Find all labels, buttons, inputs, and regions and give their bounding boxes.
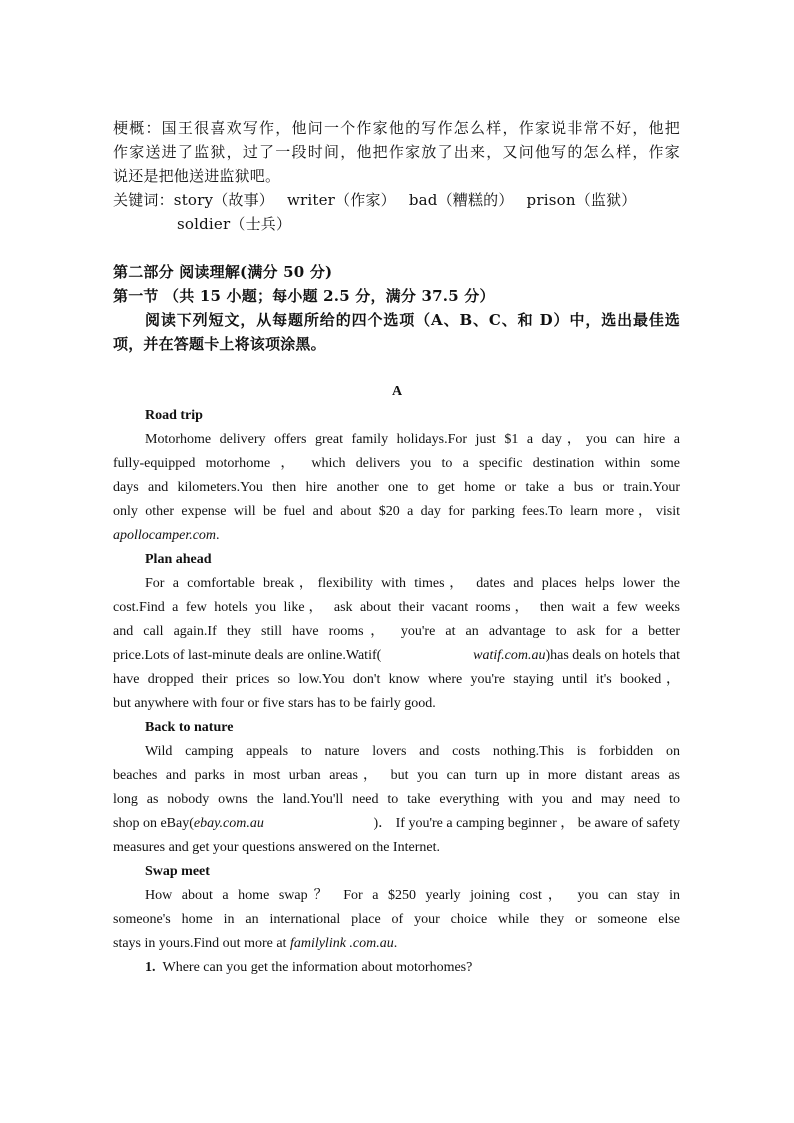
nature-line-4 (113, 812, 680, 836)
question-text: Where can you get the information about motorhomes? (162, 960, 473, 975)
road-trip-line-3: days and kilometers.You then hire another one to get home or take a bus or train.Your (113, 480, 680, 495)
swap-line-3-pre: stays in yours.Find out more at (113, 936, 290, 951)
plan-ahead-line-4 (113, 644, 680, 668)
plan-ahead-line-1: For a comfortable break，flexibility with times， dates and places helps lower the (145, 576, 680, 591)
plan-ahead-line-2: cost.Find a few hotels you like， ask about their vacant rooms， then wait a few weeks (113, 600, 680, 615)
nature-line-4-pre: shop on eBay( (113, 816, 194, 831)
swap-line-1: How about a home swap？ For a $250 yearly joining cost， you can stay in (145, 888, 680, 903)
keywords-line-2: soldier（士兵） (177, 215, 292, 233)
nature-line-2: beaches and parks in most urban areas， but you can turn up in more distant areas as (113, 768, 680, 783)
heading-swap-meet: Swap meet (145, 864, 210, 879)
period: . (393, 936, 398, 951)
subsection-title: 第一节 （共 15 小题；每小题 2.5 分，满分 37.5 分） (113, 287, 495, 305)
instruction-line-1: 阅读下列短文，从每题所给的四个选项（A、B、C、和 D）中，选出最佳选 (145, 311, 680, 329)
road-trip-line-2: fully-equipped motorhome ， which delivers you to a specific destination within some (113, 456, 680, 471)
plan-ahead-line-4-post: )has deals on hotels that (545, 648, 680, 663)
instruction-line-2: 项，并在答题卡上将该项涂黑。 (113, 335, 326, 353)
road-trip-line-4: only other expense will be fuel and about $20 a day for parking fees.To learn more，visit (113, 504, 680, 519)
road-trip-line-1: Motorhome delivery offers great family holidays.For just $1 a day，you can hire a (145, 432, 680, 447)
swap-line-2: someone's home in an international place of your choice while they or someone else (113, 912, 680, 927)
heading-back-to-nature: Back to nature (145, 720, 234, 735)
plan-ahead-line-4-pre: price.Lots of last-minute deals are online.Watif( (113, 648, 382, 663)
road-trip-line-5 (113, 524, 220, 548)
summary-line-3: 说还是把他送进监狱吧。 (113, 167, 281, 185)
heading-road-trip: Road trip (145, 408, 203, 423)
plan-ahead-line-5: have dropped their prices so low.You don't know where you're staying until it's booked， (113, 672, 680, 687)
part-title: 第二部分 阅读理解(满分 50 分) (113, 263, 333, 281)
nature-line-3: long as nobody owns the land.You'll need to take everything with you and may need to (113, 792, 680, 807)
question-number: 1. (145, 960, 156, 975)
question-1 (145, 956, 472, 980)
nature-line-5: measures and get your questions answered on the Internet. (113, 840, 440, 855)
heading-plan-ahead: Plan ahead (145, 552, 212, 567)
summary-line-1: 梗概：国王很喜欢写作，他问一个作家他的写作怎么样，作家说非常不好，他把 (113, 119, 680, 137)
nature-line-4-post: )． If you're a camping beginner ， be aware of safety (373, 816, 680, 831)
ebay-link[interactable]: ebay.com.au (193, 816, 264, 831)
plan-ahead-line-3: and call again.If they still have rooms， you're at an advantage to ask for a better (113, 624, 680, 639)
keywords-line-1: 关键词：story（故事） writer（作家） bad（糟糕的） prison（监狱） (113, 191, 637, 209)
summary-line-2: 作家送进了监狱，过了一段时间，他把作家放了出来，又问他写的怎么样，作家 (113, 143, 680, 161)
passage-letter: A (391, 384, 403, 399)
nature-line-1: Wild camping appeals to nature lovers and costs nothing.This is forbidden on (145, 744, 680, 759)
watif-link[interactable]: watif.com.au (473, 648, 546, 663)
plan-ahead-line-6: but anywhere with four or five stars has to be fairly good. (113, 696, 436, 711)
familylink-link[interactable]: familylink .com.au (289, 936, 394, 951)
period: . (216, 528, 220, 543)
apollocamper-link[interactable]: apollocamper.com (113, 528, 217, 543)
swap-line-3 (113, 932, 397, 956)
